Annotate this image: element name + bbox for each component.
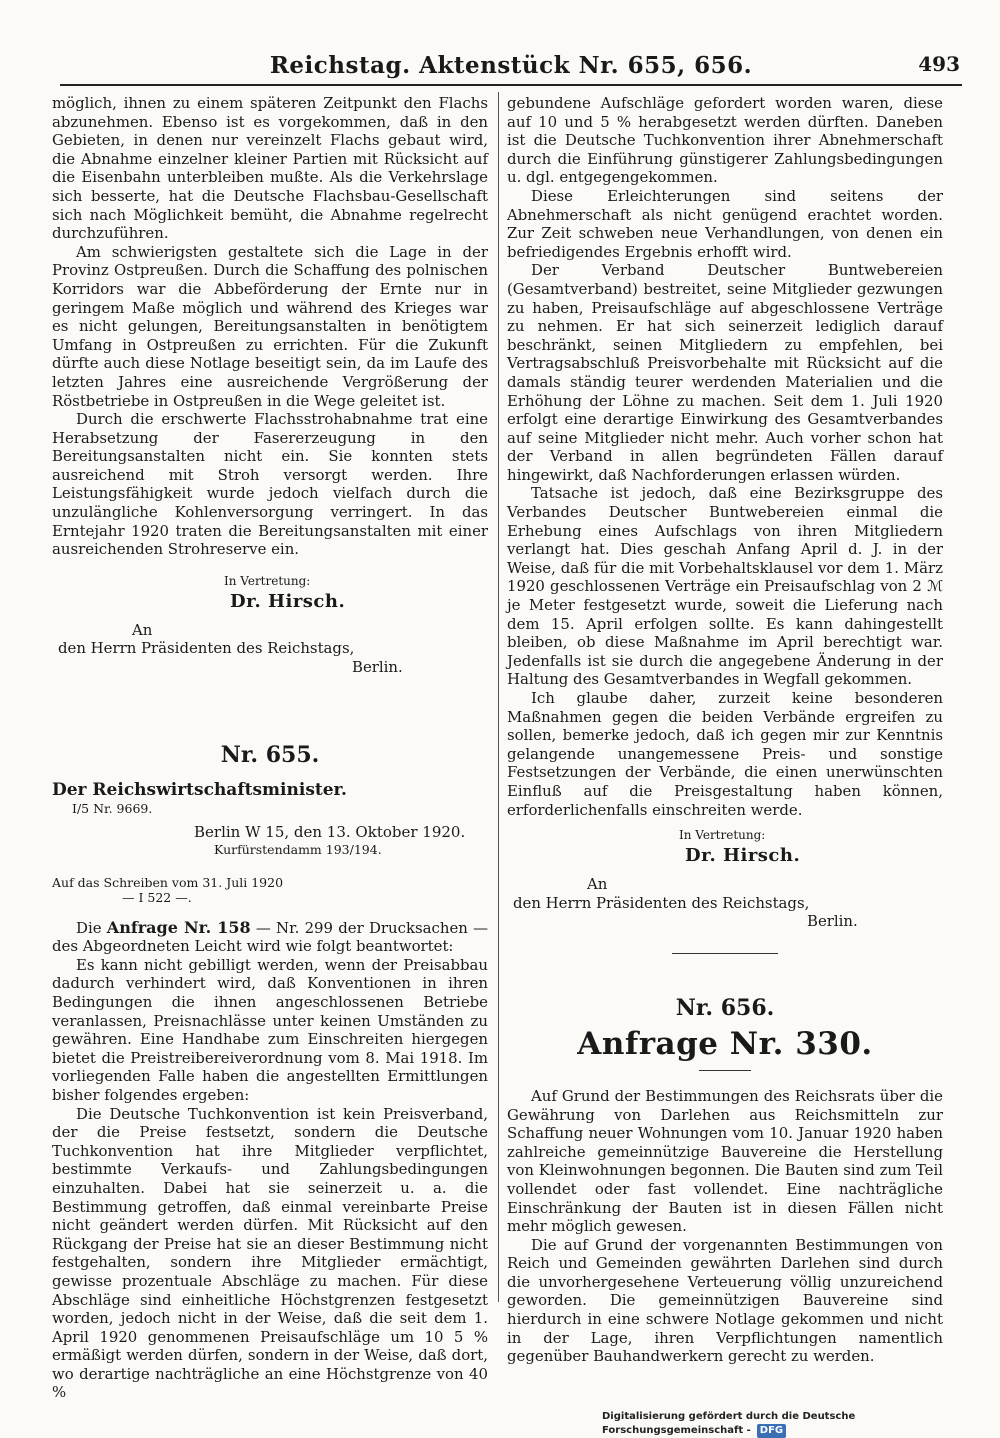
paragraph: Tatsache ist jedoch, daß eine Bezirksgruppe des Verbandes Deutscher Buntwebereien einmal die Erhebung eines Aufschlags von ihren Mitgliedern verlangt hat. Dies geschah Anfang April d. J. in der Weise, daß für die mit Vorbehaltsklausel vor dem 1. März 1920 geschlossenen Verträge ein Preisaufschlag von 2 ℳ je Meter festgesetzt wurde, soweit die Lieferung nach dem 15. April erfolgen sollte. Es kann dahingestellt bleiben, ob diese Maßnahme im April berechtigt war. Jedenfalls ist sie durch die angegebene Änderung in der Haltung des Gesamtverbandes in Wegfall gekommen.: [507, 484, 943, 689]
paragraph: Ich glaube daher, zurzeit keine besonderen Maßnahmen gegen die beiden Verbände ergreifen zu sollen, bemerke jedoch, daß ich gegen mir zur Kenntnis gelangende unangemessene Preis- und sonstige Festsetzungen der Verbände, die einen unerwünschten Einfluß auf die Preisgestaltung haben können, erforderlichenfalls einschreiten werde.: [507, 689, 943, 819]
reference-number: I/5 Nr. 9669.: [72, 800, 153, 816]
paragraph: Am schwierigsten gestaltete sich die Lage in der Provinz Ostpreußen. Durch die Schaffung des polnischen Korridors war die Abbeförderung der Ernte nur in geringem Maße möglich und während des Krieges war es nicht gelungen, Bereitungsanstalten in benötigtem Umfang in Ostpreußen zu errichten. Für die Zukunft dürfte auch diese Notlage beseitigt sein, da im Laufe des letzten Jahres eine ausreichende Vergrößerung der Röstbetriebe in Ostpreußen in die Wege geleitet ist.: [52, 242, 488, 410]
addressee: den Herrn Präsidenten des Reichstags,: [513, 893, 810, 912]
inquiry-label: Anfrage Nr. 158: [106, 917, 251, 937]
letter-reference-number: — I 522 —.: [122, 889, 192, 905]
intro-rest: — Nr. 299 der Drucksachen — des Abgeordneten Leicht wird wie folgt beantwortet:: [52, 918, 488, 956]
section-heading-655: Nr. 655.: [220, 741, 320, 768]
inquiry-title: Anfrage Nr. 330.: [577, 1025, 873, 1062]
column-divider: [498, 92, 499, 1302]
left-column: [52, 94, 488, 1402]
paragraph: Es kann nicht gebilligt werden, wenn der Preisabbau dadurch verhindert wird, daß Konventionen in ihren Bedingungen die ihnen angeschlossenen Betriebe veranlassen, Preisnachlässe unter keinen Umständen zu gewähren. Eine Handhabe zum Einschreiten hiergegen bietet die Preistreibereiverordnung vom 8. Mai 1918. Im vorliegenden Falle haben die angestellten Ermittlungen bisher folgendes ergeben:: [52, 955, 488, 1104]
paragraph: Die auf Grund der vorgenannten Bestimmungen von Reich und Gemeinden gewährten Darlehen sind durch die unvorhergesehene Verteuerung völlig unzureichend geworden. Die gemeinnützigen Bauvereine sind hierdurch in eine schwere Notlage gekommen und nicht in der Lage, ihren Verpflichtungen namentlich gegenüber Bauhandwerkern gerecht zu werden.: [507, 1235, 943, 1366]
dfg-logo: DFG: [757, 1424, 786, 1438]
intro-paragraph: [52, 919, 488, 956]
page-header: [60, 44, 962, 86]
section-heading-656: Nr. 656.: [675, 994, 775, 1021]
paragraph: Der Verband Deutscher Buntwebereien (Gesamtverband) bestreitet, seine Mitglieder gezwungen zu haben, Preisaufschläge auf abgeschlossene Verträge zu nehmen. Er hat sich seinerzeit lediglich darauf beschränkt, seinen Mitgliedern zu empfehlen, bei Vertragsabschluß Preisvorbehalte mit Rücksicht auf die damals ständig teurer werdenden Materialien und die Erhöhung der Löhne zu machen. Seit dem 1. Juli 1920 erfolgt eine derartige Einwirkung des Gesamtverbandes auf seine Mitglieder nicht mehr. Auch vorher schon hat der Verband in allen begründeten Fällen darauf hingewirkt, daß Nachforderungen erlassen würden.: [507, 261, 943, 484]
addressee-city: Berlin.: [807, 912, 858, 931]
signature-name: Dr. Hirsch.: [685, 845, 801, 867]
signature-block: [52, 573, 488, 677]
paragraph: gebundene Aufschläge gefordert worden waren, diese auf 10 und 5 % herabgesetzt werden dürften. Daneben ist die Deutsche Tuchkonvention ihrer Abnehmerschaft durch die Einführung günstigerer Zahlungsbedingungen u. dgl. entgegengekommen.: [507, 94, 943, 187]
paragraph: Die Deutsche Tuchkonvention ist kein Preisverband, der die Preise festsetzt, sondern die Deutsche Tuchkonvention hat ihre Mitglieder verpflichtet, bestimmte Verkaufs- und Zahlungsbedingungen einzuhalten. Dabei hat sie seinerzeit u. a. die Bestimmung getroffen, daß einmal vereinbarte Preise nicht geändert werden dürfen. Mit Rücksicht auf den Rückgang der Preise hat sie an dieser Bestimmung nicht festgehalten, sondern ihre Mitglieder ermächtigt, gewisse prozentuale Abschläge zu machen. Für diese Abschläge sind einheitliche Höchstgrenzen festgesetzt worden, jedoch nicht in der Weise, daß die seit dem 1. April 1920 genommenen Preisaufschläge um 10 5 % ermäßigt werden dürfen, sondern in der Weise, daß dort, wo derartige nachträgliche an eine Höchstgrenze von 40 %: [52, 1104, 488, 1402]
addressee: den Herrn Präsidenten des Reichstags,: [58, 639, 355, 658]
signature-deputy-line: In Vertretung:: [679, 828, 766, 843]
footer-text: Digitalisierung gefördert durch die Deutsche Forschungsgemeinschaft -: [602, 1411, 856, 1436]
place-date: Berlin W 15, den 13. Oktober 1920.: [194, 822, 466, 841]
street-address: Kurfürstendamm 193/194.: [214, 841, 382, 857]
letter-reference: Auf das Schreiben vom 31. Juli 1920: [52, 874, 284, 890]
addressee-city: Berlin.: [352, 658, 403, 677]
paragraph: Diese Erleichterungen sind seitens der Abnehmerschaft als nicht genügend erachtet worden. Zur Zeit schweben neue Verhandlungen, von denen ein befriedigendes Ergebnis erhofft wird.: [507, 186, 943, 261]
header-title: Reichstag. Aktenstück Nr. 655, 656.: [269, 52, 753, 79]
signature-deputy-line: In Vertretung:: [224, 573, 311, 588]
addressee-an: An: [132, 620, 153, 639]
signature-name: Dr. Hirsch.: [230, 590, 346, 612]
paragraph: Auf Grund der Bestimmungen des Reichsrats über die Gewährung von Darlehen aus Reichsmitteln zur Schaffung neuer Wohnungen vom 10. Januar 1920 haben zahlreiche gemeinnützige Bauvereine die Herstellung von Kleinwohnungen begonnen. Die Bauten sind zum Teil vollendet oder fast vollendet. Eine nachträgliche Einschränkung der Bauten ist in diesen Fällen nicht mehr möglich gewesen.: [507, 1086, 943, 1236]
addressee-an: An: [587, 875, 608, 894]
page-number: 493: [918, 52, 960, 76]
signature-block: [507, 827, 943, 931]
separator-rule-short: [699, 1070, 751, 1071]
ministry-name: Der Reichswirtschaftsminister.: [52, 779, 347, 800]
paragraph: möglich, ihnen zu einem späteren Zeitpunkt den Flachs abzunehmen. Ebenso ist es vorgekommen, daß in den Gebieten, in denen nur vereinzelt Flachs gebaut wird, die Abnahme einzelner kleiner Partien mit Rücksicht auf die Eisenbahn unterbleiben mußte. Als die Verkehrslage sich besserte, hat die Deutsche Flachsbau-Gesellschaft sich nach Möglichkeit bemüht, die Abnahme regelrecht durchzuführen.: [52, 94, 488, 243]
paragraph: Durch die erschwerte Flachsstrohabnahme trat eine Herabsetzung der Fasererzeugung in den Bereitungsanstalten nicht ein. Sie konnten stets ausreichend mit Stroh versorgt werden. Ihre Leistungsfähigkeit wurde jedoch vielfach durch die unzulängliche Kohlenversorgung verringert. In das Erntejahr 1920 traten die Bereitungsanstalten mit einer ausreichenden Strohreserve ein.: [52, 410, 488, 559]
right-column: [507, 94, 943, 1366]
intro-prefix: Die: [76, 918, 102, 937]
